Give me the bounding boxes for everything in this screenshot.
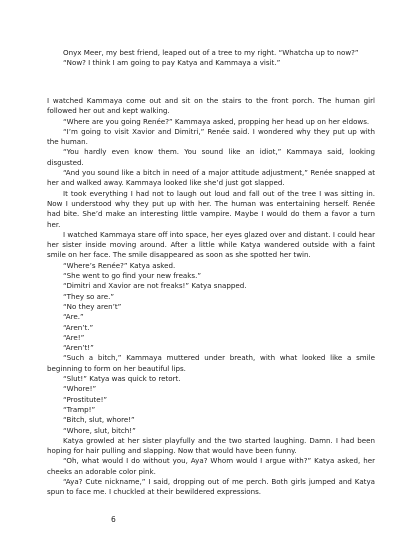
paragraph: “Dimitri and Xavior are not freaks!” Katya snapped. (63, 281, 247, 291)
paragraph: “Aya? Cute nickname,” I said, dropping out of me perch. Both girls jumped and Katya spun to face me. I chuckled at their bewildered expressions. (47, 476, 375, 497)
paragraph: “She went to go find your new freaks.” (63, 271, 202, 281)
paragraph: “Prostitute!” (63, 394, 108, 404)
top-text-block (47, 48, 375, 69)
paragraph: “Where’s Renée?” Katya asked. (63, 260, 176, 270)
paragraph: I watched Kammaya stare off into space, her eyes glazed over and distant. I could hear her sister inside moving around. After a little while Katya wandered outside with a faint smile on her face. The smile disappeared as soon as she spotted her twin. (47, 229, 375, 260)
paragraph: “Whore, slut, bitch!” (63, 425, 136, 435)
main-text-block (47, 96, 375, 498)
paragraph: “Are!” (63, 332, 85, 342)
paragraph: It took everything I had not to laugh out loud and fall out of the tree I was sitting in. Now I understood why they put up with her. The human was entertaining herself. Renée had bite. She’d make an interesting little vampire. Maybe I would do them a favor a turn her. (47, 188, 375, 229)
paragraph: “I’m going to visit Xavior and Dimitri,” Renée said. I wondered why they put up with the human. (47, 126, 375, 147)
paragraph: I watched Kammaya come out and sit on the stairs to the front porch. The human girl followed her out and kept walking. (47, 96, 375, 116)
paragraph: “Tramp!” (63, 404, 96, 414)
paragraph: “Bitch, slut, whore!” (63, 415, 135, 425)
paragraph: “Whore!” (63, 384, 97, 394)
paragraph: “Oh, what would I do without you, Aya? Whom would I argue with?” Katya asked, her cheeks an adorable color pink. (47, 456, 375, 476)
paragraph: “Now? I think I am going to pay Katya and Kammaya a visit.” (63, 58, 281, 68)
paragraph: “And you sound like a bitch in need of a major attitude adjustment,” Renée snapped at her and walked away. Kammaya looked like she’d just got slapped. (47, 168, 375, 188)
paragraph: “They so are.” (63, 291, 115, 301)
paragraph: Onyx Meer, my best friend, leaped out of a tree to my right. “Whatcha up to now?” (63, 48, 359, 57)
paragraph: “Where are you going Renée?” Kammaya asked, propping her head up on her eldows. (63, 116, 370, 126)
paragraph: “Aren’t.” (63, 322, 94, 332)
paragraph: “Slut!” Katya was quick to retort. (63, 374, 181, 384)
page-number: 6 (111, 515, 116, 524)
paragraph: “You hardly even know them. You sound like an idiot,” Kammaya said, looking disgusted. (47, 147, 375, 167)
paragraph: “Such a bitch,” Kammaya muttered under breath, with what looked like a smile beginning to form on her beautiful lips. (47, 353, 375, 373)
paragraph: “Aren’t!” (63, 343, 94, 353)
paragraph: “Are.” (63, 312, 84, 322)
paragraph: “No they aren’t” (63, 301, 122, 311)
paragraph: Katya growled at her sister playfully and the two started laughing. Damn. I had been hoping for hair pulling and slapping. Now that would have been funny. (47, 435, 375, 456)
